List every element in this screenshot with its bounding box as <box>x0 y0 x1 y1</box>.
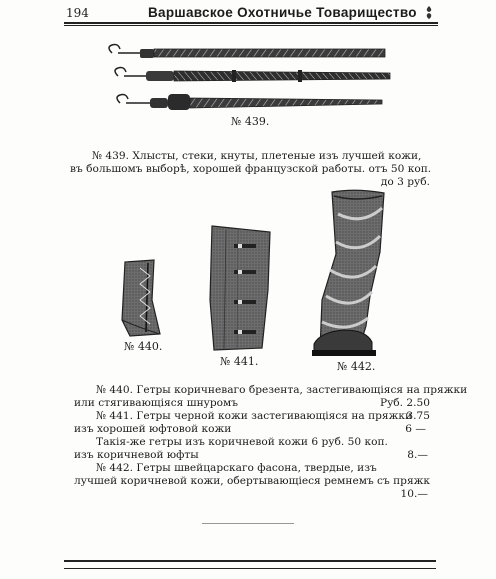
item-440-line1: № 440. Гетры коричневаго брезента, застегивающiяся на пряжки <box>96 384 468 396</box>
whip-2 <box>115 68 390 83</box>
item-442-price: 10.— <box>400 488 428 500</box>
item-442-line1: № 442. Гетры швейцарскаго фасона, твердые, изъ <box>96 462 377 474</box>
page-number: 194 <box>66 6 89 20</box>
gaiter-442 <box>312 190 384 356</box>
item-440-line2: или стягивающiяся шнуромъ <box>74 397 238 409</box>
item-441-price1: 3.75 <box>406 410 430 422</box>
caption-441: № 441. <box>220 355 259 368</box>
item-441-line1: № 441. Гетры черной кожи застегивающiяся на пряжки <box>96 410 413 422</box>
item-439-line3: до 3 руб. <box>380 176 430 188</box>
gaiter-440 <box>122 260 160 336</box>
item-441b-price: 8.— <box>407 449 428 461</box>
caption-439: № 439. <box>231 115 270 128</box>
gaiter-441 <box>210 226 270 350</box>
item-439-line1: № 439. Хлысты, стеки, кнуты, плетеные изъ лучшей кожи, <box>92 150 422 162</box>
item-440-price: Руб. 2.50 <box>379 397 430 409</box>
caption-442: № 442. <box>337 360 376 373</box>
page-header-title: Варшавское Охотничье Товарищество <box>148 5 417 20</box>
divider <box>202 523 294 524</box>
whip-1 <box>109 45 385 59</box>
whip-3 <box>117 94 382 110</box>
item-441b-line2: изъ коричневой юфты <box>74 449 199 461</box>
item-441-price2: 6 — <box>405 423 426 435</box>
caption-440: № 440. <box>124 340 163 353</box>
item-442-line2: лучшей коричневой кожи, обертывающiеся ремнемъ съ пряжк <box>74 475 430 487</box>
footer-rule <box>64 560 436 569</box>
item-441b-line1: Такiя-же гетры изъ коричневой кожи 6 руб. 50 коп. <box>96 436 388 448</box>
item-439-line2: въ большомъ выборѣ, хорошей французской работы. отъ 50 коп. <box>70 163 432 175</box>
item-441-line2: изъ хорошей юфтовой кожи <box>74 423 232 435</box>
